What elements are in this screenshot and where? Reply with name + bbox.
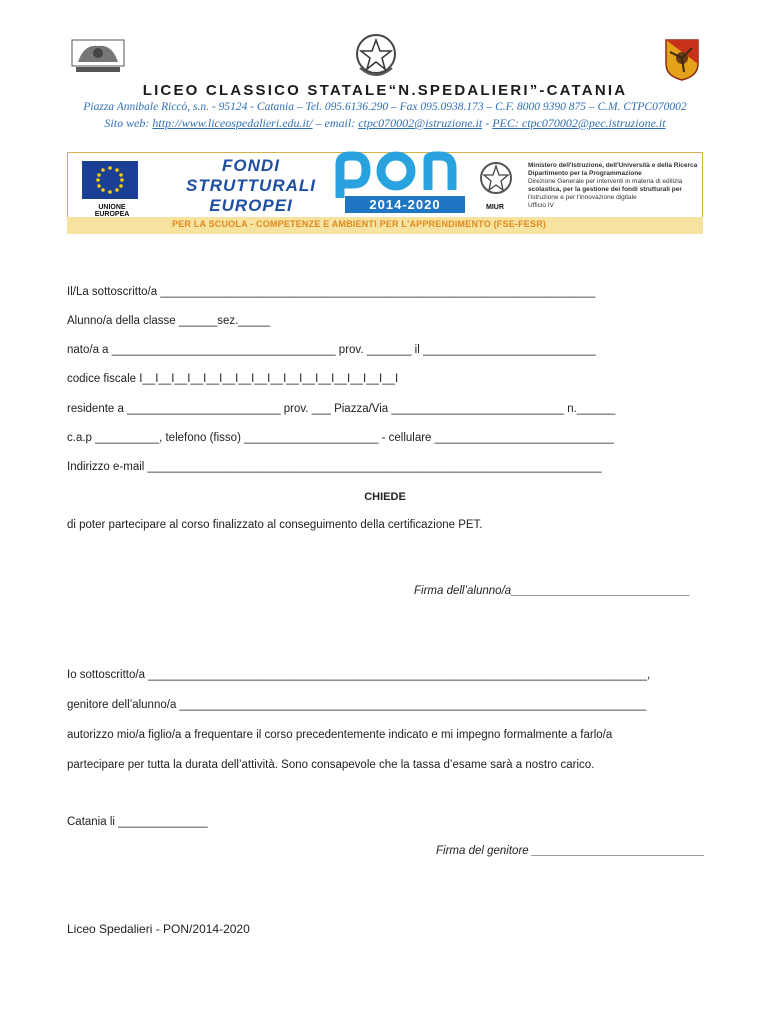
student-signature-field[interactable]: Firma dell’alunno/a____________________________ bbox=[414, 585, 691, 597]
parent-name-field[interactable]: Io sottoscritto/a ______________________________________________________________________________, bbox=[67, 669, 651, 681]
tax-code-field[interactable]: codice fiscale I__I__I__I__I__I__I__I__I__I__I__I__I__I__I__I__I bbox=[67, 373, 399, 385]
pon-years: 2014-2020 bbox=[345, 196, 465, 213]
school-logo-icon bbox=[70, 38, 126, 74]
fondi-strutturali-logo bbox=[176, 156, 326, 216]
page-footer: Liceo Spedalieri - PON/2014-2020 bbox=[67, 922, 250, 936]
school-contacts bbox=[0, 116, 770, 131]
ministero-line-2: Dipartimento per la Programmazione bbox=[528, 170, 642, 177]
web-label: Sito web: bbox=[104, 116, 153, 130]
ministero-line-4: scolastica, per la gestione dei fondi strutturali per bbox=[528, 186, 682, 193]
ministero-line-6: Ufficio IV bbox=[528, 202, 554, 209]
authorization-text: autorizzo mio/a figlio/a a frequentare il corso precedentemente indicato e mi impegno formalmente a farlo/a bbox=[67, 729, 613, 741]
miur-label: MIUR bbox=[486, 204, 504, 211]
pec-link[interactable]: PEC: ctpc070002@pec.istruzione.it bbox=[492, 116, 666, 130]
school-address: Piazza Annibale Riccò, s.n. - 95124 - Catania – Tel. 095.6136.290 – Fax 095.0938.173 – C.F. 8000 9390 875 – C.M. CTPC070002 bbox=[83, 101, 687, 113]
italian-republic-emblem-icon bbox=[354, 32, 398, 80]
ministero-line-3: Direzione Generale per interventi in materia di edilizia bbox=[528, 178, 683, 185]
ministero-line-5: l'istruzione e per l'innovazione digitale bbox=[528, 194, 637, 201]
birth-field[interactable]: nato/a a ___________________________________ prov. _______ il ___________________________ bbox=[67, 344, 596, 356]
request-text: di poter partecipare al corso finalizzato al conseguimento della certificazione PET. bbox=[67, 519, 483, 531]
residence-field[interactable]: residente a ________________________ prov. ___ Piazza/Via ___________________________ n.______ bbox=[67, 403, 616, 415]
email-address-field[interactable]: Indirizzo e-mail _______________________________________________________________________ bbox=[67, 461, 602, 473]
fondi-line-3: EUROPEI bbox=[209, 196, 293, 215]
miur-emblem-icon bbox=[478, 160, 514, 198]
parent-of-student-field[interactable]: genitore dell’alunno/a _________________________________________________________________________ bbox=[67, 699, 647, 711]
website-link[interactable]: http://www.liceospedalieri.edu.it/ bbox=[152, 116, 313, 130]
pec-separator: - bbox=[482, 116, 493, 130]
contact-phone-field[interactable]: c.a.p __________, telefono (fisso) _____________________ - cellulare ____________________________ bbox=[67, 432, 614, 444]
sicily-region-emblem-icon bbox=[662, 38, 702, 82]
fee-acknowledgement-text: partecipare per tutta la durata dell’attività. Sono consapevole che la tassa d’esame sarà a nostro carico. bbox=[67, 759, 595, 771]
ministero-line-1: Ministero dell'Istruzione, dell'Università e della Ricerca bbox=[528, 162, 698, 169]
ministero-text bbox=[528, 162, 698, 210]
fondi-line-1: FONDI bbox=[222, 156, 280, 175]
parent-signature-field[interactable]: Firma del genitore ___________________________ bbox=[436, 845, 705, 857]
place-date-field[interactable]: Catania li ______________ bbox=[67, 816, 208, 828]
pon-logo-icon bbox=[332, 150, 462, 200]
banner-strip-text: PER LA SCUOLA - COMPETENZE E AMBIENTI PER L'APPRENDIMENTO (FSE-FESR) bbox=[172, 219, 547, 229]
student-name-field[interactable]: Il/La sottoscritto/a ____________________________________________________________________ bbox=[67, 286, 596, 298]
eu-flag-icon bbox=[82, 161, 138, 199]
email-link[interactable]: ctpc070002@istruzione.it bbox=[358, 116, 483, 130]
email-label: – email: bbox=[312, 116, 359, 130]
chiede-heading: CHIEDE bbox=[364, 491, 406, 503]
fondi-line-2: STRUTTURALI bbox=[186, 176, 316, 195]
school-title: LICEO CLASSICO STATALE“N.SPEDALIERI”-CATANIA bbox=[142, 82, 628, 99]
eu-label: UNIONE EUROPEA bbox=[94, 204, 130, 218]
class-section-field[interactable]: Alunno/a della classe ______sez._____ bbox=[67, 315, 271, 327]
